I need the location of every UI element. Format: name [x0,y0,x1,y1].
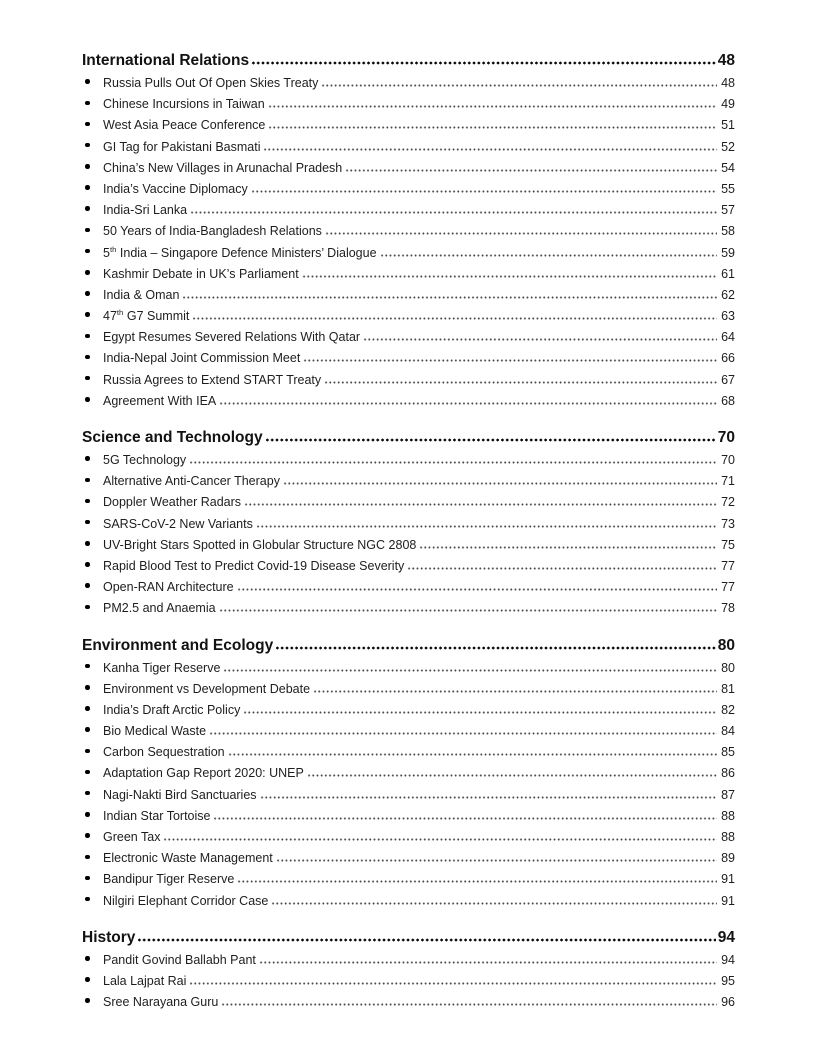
entry-title: Nilgiri Elephant Corridor Case [103,893,269,908]
bullet-icon [82,658,103,679]
entry-title: GI Tag for Pakistani Basmati [103,139,261,154]
entry-page-number: 52 [721,139,735,154]
bullet-dot [85,101,90,106]
toc-section [82,926,735,1014]
dotted-leader [260,796,718,799]
bullet-dot [85,977,90,982]
dotted-leader [271,902,717,905]
entry-title: West Asia Peace Conference [103,118,266,133]
section-page-number: 48 [717,52,735,69]
bullet-dot [85,164,90,169]
entry-page-number: 58 [721,224,735,239]
dotted-leader [237,880,717,883]
entry-page-number: 85 [721,745,735,760]
toc-entry [82,971,735,992]
section-title: International Relations [82,52,250,69]
toc-entry [82,285,735,306]
dotted-leader [407,567,717,570]
entry-title: Chinese Incursions in Taiwan [103,97,265,112]
dotted-leader [265,438,716,442]
toc-entry [82,577,735,598]
entry-title: Alternative Anti-Cancer Therapy [103,474,280,489]
bullet-dot [85,312,90,317]
bullet-dot [85,876,90,881]
entry-title: 50 Years of India-Bangladesh Relations [103,224,322,239]
bullet-icon [82,514,103,535]
bullet-dot [85,355,90,360]
entry-page-number: 68 [721,393,735,408]
bullet-icon [82,285,103,306]
entry-page-number: 64 [721,330,735,345]
entry-page-number: 95 [721,973,735,988]
entry-page-number: 62 [721,287,735,302]
toc-entry [82,658,735,679]
bullet-icon [82,450,103,471]
entry-title: Kanha Tiger Reserve [103,660,221,675]
toc-entry [82,806,735,827]
dotted-leader [189,982,717,985]
toc-entry [82,598,735,619]
bullet-icon [82,115,103,136]
bullet-dot [85,749,90,754]
entry-title: Environment vs Development Debate [103,681,311,696]
dotted-leader [275,646,716,650]
entry-page-number: 91 [721,872,735,887]
section-title: Environment and Ecology [82,636,274,654]
dotted-leader [256,525,717,528]
entry-page-number: 61 [721,266,735,281]
entry-page-number: 57 [721,203,735,218]
entry-page-number: 75 [721,537,735,552]
bullet-dot [85,206,90,211]
toc-entry [82,679,735,700]
entry-title: Agreement With IEA [103,393,217,408]
entry-title: Bandipur Tiger Reserve [103,872,235,887]
entry-title: Sree Narayana Guru [103,995,219,1010]
bullet-dot [85,291,90,296]
entry-page-number: 80 [721,660,735,675]
entry-title: Electronic Waste Management [103,851,273,866]
toc-entry [82,137,735,158]
toc-section-heading [82,634,735,658]
entry-page-number: 84 [721,724,735,739]
entry-page-number: 49 [721,97,735,112]
dotted-leader [380,254,718,257]
dotted-leader [192,317,717,320]
bullet-dot [85,185,90,190]
entry-title: Lala Lajpat Rai [103,973,187,988]
dotted-leader [223,669,717,672]
dotted-leader [419,546,717,549]
entry-title: Rapid Blood Test to Predict Covid-19 Disease Severity [103,558,405,573]
bullet-dot [85,998,90,1003]
entry-page-number: 54 [721,160,735,175]
bullet-dot [85,478,90,483]
bullet-icon [82,950,103,971]
toc-entry [82,264,735,285]
bullet-dot [85,541,90,546]
bullet-dot [85,270,90,275]
bullet-icon [82,971,103,992]
toc-section-items [82,450,735,620]
toc-entry [82,848,735,869]
dotted-leader [190,211,717,214]
entry-page-number: 59 [721,245,735,260]
entry-title: India-Sri Lanka [103,203,188,218]
bullet-dot [85,897,90,902]
dotted-leader [244,503,717,506]
entry-page-number: 77 [721,558,735,573]
table-of-contents [82,49,735,1013]
bullet-icon [82,391,103,412]
bullet-icon [82,94,103,115]
toc-entry [82,179,735,200]
dotted-leader [243,711,717,714]
dotted-leader [137,938,715,942]
toc-entry [82,115,735,136]
entry-page-number: 89 [721,851,735,866]
entry-title: SARS-CoV-2 New Variants [103,516,253,531]
dotted-leader [307,774,717,777]
entry-title: Open-RAN Architecture [103,580,234,595]
entry-page-number: 81 [721,681,735,696]
toc-entry [82,327,735,348]
bullet-dot [85,562,90,567]
bullet-icon [82,158,103,179]
dotted-leader [321,84,717,87]
toc-entry [82,221,735,242]
dotted-leader [228,753,717,756]
toc-entry [82,742,735,763]
dotted-leader [237,588,717,591]
entry-page-number: 96 [721,995,735,1010]
toc-entry [82,992,735,1013]
entry-title: 5th India – Singapore Defence Ministers’ Dialogue [103,244,377,260]
entry-page-number: 87 [721,787,735,802]
dotted-leader [163,838,717,841]
entry-page-number: 71 [721,474,735,489]
toc-entry [82,785,735,806]
entry-title: India’s Draft Arctic Policy [103,702,241,717]
entry-title: UV-Bright Stars Spotted in Globular Structure NGC 2808 [103,537,417,552]
toc-entry [82,514,735,535]
entry-page-number: 88 [721,830,735,844]
toc-entry [82,200,735,221]
toc-entry [82,700,735,721]
bullet-icon [82,679,103,700]
toc-entry [82,827,735,848]
toc-section [82,634,735,912]
entry-title: India & Oman [103,287,180,302]
entry-title: PM2.5 and Anaemia [103,601,216,616]
entry-page-number: 91 [721,893,735,908]
toc-section [82,49,735,412]
bullet-dot [85,79,90,84]
entry-page-number: 88 [721,808,735,823]
bullet-dot [85,397,90,402]
dotted-leader [283,482,717,485]
dotted-leader [303,359,717,362]
entry-page-number: 66 [721,351,735,366]
bullet-icon [82,700,103,721]
dotted-leader [219,609,718,612]
bullet-dot [85,122,90,127]
bullet-dot [85,334,90,339]
toc-section-items [82,73,735,412]
bullet-icon [82,200,103,221]
toc-entry [82,73,735,94]
entry-title: Doppler Weather Radars [103,495,242,510]
dotted-leader [189,461,717,464]
dotted-leader [324,381,717,384]
entry-page-number: 82 [721,702,735,717]
entry-page-number: 73 [721,516,735,531]
bullet-dot [85,956,90,961]
entry-title: India-Nepal Joint Commission Meet [103,351,301,366]
bullet-icon [82,327,103,348]
entry-title: Indian Star Tortoise [103,808,211,823]
dotted-leader [251,190,717,193]
dotted-leader [263,148,717,151]
bullet-icon [82,243,103,264]
toc-entry [82,450,735,471]
toc-entry [82,721,735,742]
dotted-leader [213,817,717,820]
entry-title: India’s Vaccine Diplomacy [103,181,248,196]
bullet-icon [82,992,103,1013]
dotted-leader [276,859,717,862]
toc-entry [82,391,735,412]
entry-title: Bio Medical Waste [103,724,207,739]
toc-section-items [82,950,735,1014]
bullet-icon [82,137,103,158]
entry-title: Russia Agrees to Extend START Treaty [103,372,322,387]
entry-title: Russia Pulls Out Of Open Skies Treaty [103,76,319,90]
toc-entry [82,243,735,264]
bullet-icon [82,179,103,200]
entry-page-number: 67 [721,372,735,387]
entry-title: Nagi-Nakti Bird Sanctuaries [103,787,257,802]
toc-entry [82,471,735,492]
toc-entry [82,94,735,115]
entry-page-number: 51 [721,118,735,133]
bullet-icon [82,785,103,806]
dotted-leader [268,105,717,108]
bullet-icon [82,471,103,492]
entry-title: Carbon Sequestration [103,745,225,760]
section-page-number: 70 [717,429,735,446]
section-page-number: 80 [717,636,735,654]
bullet-icon [82,848,103,869]
bullet-dot [85,376,90,381]
entry-title: China’s New Villages in Arunachal Pradesh [103,160,343,175]
entry-title: Pandit Govind Ballabh Pant [103,952,256,967]
bullet-icon [82,577,103,598]
bullet-dot [85,833,90,838]
bullet-dot [85,664,90,669]
dotted-leader [345,169,717,172]
bullet-icon [82,492,103,513]
dotted-leader [268,126,717,129]
entry-title: Kashmir Debate in UK’s Parliament [103,266,299,281]
toc-section [82,426,735,620]
entry-title: 5G Technology [103,453,187,467]
toc-entry [82,348,735,369]
dotted-leader [325,232,717,235]
entry-page-number: 48 [721,76,735,90]
dotted-leader [259,961,717,964]
bullet-dot [85,727,90,732]
dotted-leader [313,690,717,693]
toc-entry [82,556,735,577]
bullet-icon [82,827,103,848]
bullet-icon [82,370,103,391]
entry-page-number: 72 [721,495,735,510]
bullet-dot [85,605,90,610]
bullet-icon [82,598,103,619]
bullet-icon [82,73,103,94]
toc-entry [82,492,735,513]
bullet-dot [85,228,90,233]
dotted-leader [363,338,717,341]
bullet-dot [85,685,90,690]
bullet-dot [85,791,90,796]
dotted-leader [251,61,716,65]
bullet-dot [85,499,90,504]
section-page-number: 94 [717,928,735,946]
entry-page-number: 63 [721,309,735,324]
bullet-dot [85,456,90,461]
dotted-leader [302,275,717,278]
bullet-dot [85,770,90,775]
toc-entry [82,535,735,556]
toc-entry [82,306,735,327]
bullet-icon [82,306,103,327]
bullet-dot [85,706,90,711]
bullet-dot [85,520,90,525]
bullet-icon [82,264,103,285]
bullet-icon [82,535,103,556]
bullet-dot [85,583,90,588]
bullet-icon [82,721,103,742]
bullet-icon [82,891,103,912]
toc-entry [82,869,735,890]
entry-page-number: 78 [721,601,735,616]
dotted-leader [209,732,717,735]
section-title: Science and Technology [82,429,263,446]
toc-section-items [82,658,735,912]
toc-entry [82,158,735,179]
entry-page-number: 55 [721,181,735,196]
bullet-icon [82,221,103,242]
bullet-dot [85,812,90,817]
toc-entry [82,370,735,391]
toc-entry [82,950,735,971]
entry-page-number: 86 [721,766,735,781]
toc-section-heading [82,49,735,73]
entry-page-number: 94 [721,952,735,967]
toc-section-heading [82,426,735,450]
bullet-icon [82,869,103,890]
toc-section-heading [82,926,735,950]
bullet-dot [85,143,90,148]
entry-title: Adaptation Gap Report 2020: UNEP [103,766,304,781]
bullet-icon [82,742,103,763]
entry-title: 47th G7 Summit [103,307,190,324]
toc-entry [82,891,735,912]
bullet-icon [82,556,103,577]
entry-page-number: 70 [721,453,735,467]
bullet-icon [82,348,103,369]
bullet-icon [82,763,103,784]
bullet-icon [82,806,103,827]
bullet-dot [85,855,90,860]
entry-title: Egypt Resumes Severed Relations With Qatar [103,330,361,345]
entry-page-number: 77 [721,580,735,595]
dotted-leader [182,296,717,299]
dotted-leader [219,402,717,405]
section-title: History [82,928,136,946]
toc-entry [82,763,735,784]
bullet-dot [85,249,90,254]
dotted-leader [221,1003,717,1006]
entry-title: Green Tax [103,830,161,844]
